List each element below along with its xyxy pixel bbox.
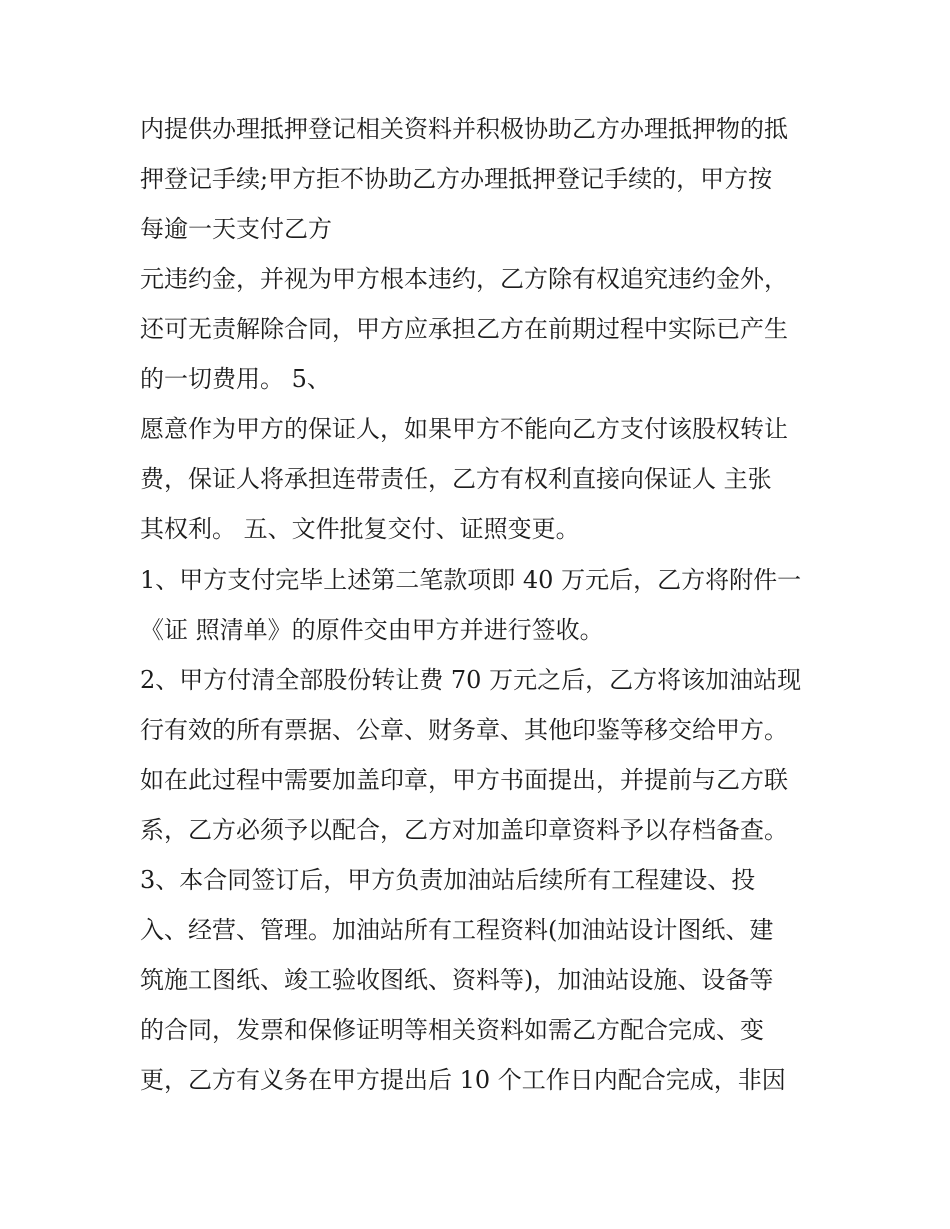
text-line: 费，保证人将承担连带责任，乙方有权利直接向保证人 主张 <box>140 465 772 493</box>
text-line: 2、甲方付清全部股份转让费 70 万元之后，乙方将该加油站现 <box>140 666 802 694</box>
text-line: 元违约金，并视为甲方根本违约，乙方除有权追究违约金外， <box>140 265 788 293</box>
text-line: 更，乙方有义务在甲方提出后 10 个工作日内配合完成，非因 <box>140 1066 786 1094</box>
text-line: 押登记手续;甲方拒不协助乙方办理抵押登记手续的，甲方按 <box>140 165 773 193</box>
text-line: 《证 照清单》的原件交由甲方并进行签收。 <box>140 616 604 644</box>
text-line: 入、经营、管理。加油站所有工程资料(加油站设计图纸、建 <box>140 916 774 944</box>
text-line: 愿意作为甲方的保证人，如果甲方不能向乙方支付该股权转让 <box>140 415 788 443</box>
text-line: 如在此过程中需要加盖印章，甲方书面提出，并提前与乙方联 <box>140 766 788 794</box>
text-line: 系，乙方必须予以配合，乙方对加盖印章资料予以存档备查。 <box>140 816 788 844</box>
text-line: 1、甲方支付完毕上述第二笔款项即 40 万元后，乙方将附件一 <box>140 566 802 594</box>
text-line: 内提供办理抵押登记相关资料并积极协助乙方办理抵押物的抵 <box>140 115 788 143</box>
text-line: 的合同，发票和保修证明等相关资料如需乙方配合完成、变 <box>140 1016 764 1044</box>
text-line: 3、本合同签订后，甲方负责加油站后续所有工程建设、投 <box>140 866 756 894</box>
text-line: 其权利。 五、文件批复交付、证照变更。 <box>140 515 580 543</box>
text-line: 行有效的所有票据、公章、财务章、其他印鉴等移交给甲方。 <box>140 716 788 744</box>
text-line: 每逾一天支付乙方 <box>140 215 332 243</box>
text-line: 筑施工图纸、竣工验收图纸、资料等)，加油站设施、设备等 <box>140 966 774 994</box>
text-line: 还可无责解除合同，甲方应承担乙方在前期过程中实际已产生 <box>140 315 788 343</box>
text-line: 的一切费用。 5、 <box>140 365 331 393</box>
